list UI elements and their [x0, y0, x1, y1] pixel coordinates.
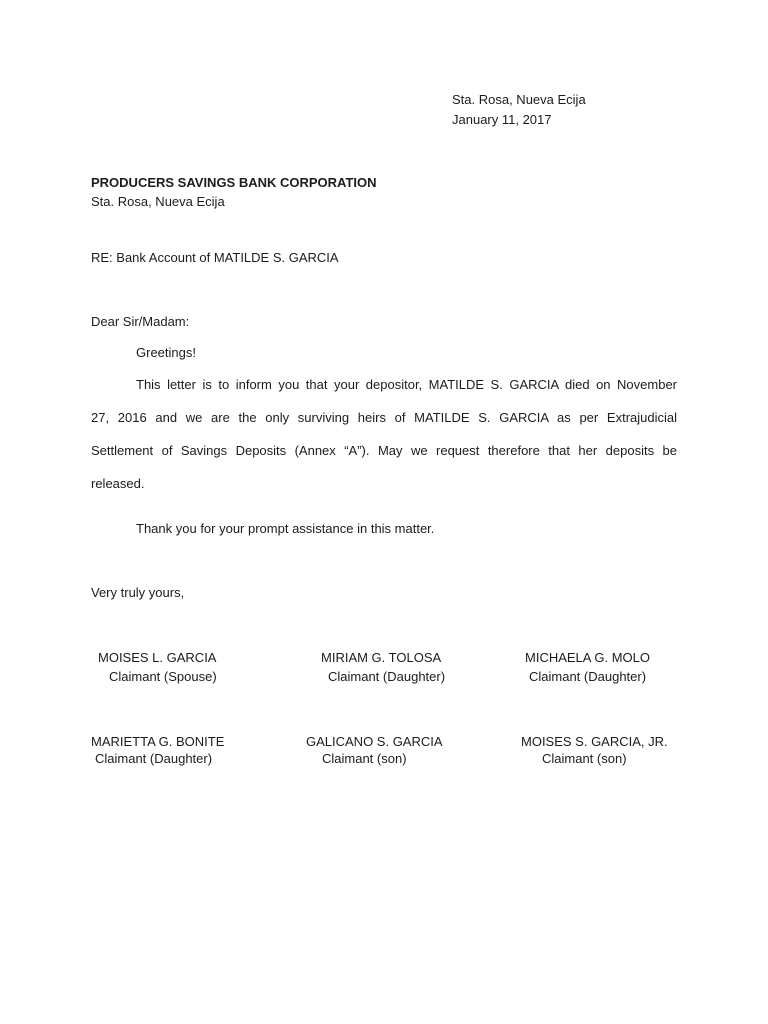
body-line: This letter is to inform you that your depositor, MATILDE S. GARCIA died on November	[136, 377, 677, 392]
recipient-city: Sta. Rosa, Nueva Ecija	[91, 194, 225, 209]
signatory-name: MIRIAM G. TOLOSA	[321, 650, 442, 665]
body-line: 27, 2016 and we are the only surviving heirs of MATILDE S. GARCIA as per Extrajudicial	[91, 410, 677, 425]
closing-paragraph: Thank you for your prompt assistance in this matter.	[136, 521, 435, 536]
signatory-role: Claimant (Spouse)	[109, 669, 217, 684]
signatory-name: MICHAELA G. MOLO	[525, 650, 650, 665]
signatory-role: Claimant (son)	[542, 751, 627, 766]
salutation: Dear Sir/Madam:	[91, 314, 190, 329]
signatory-role: Claimant (Daughter)	[328, 669, 446, 684]
signatory-name: MARIETTA G. BONITE	[91, 734, 225, 749]
signatory-name: GALICANO S. GARCIA	[306, 734, 443, 749]
body-line: released.	[91, 476, 145, 491]
signatory-name: MOISES L. GARCIA	[98, 650, 217, 665]
signatory-role: Claimant (Daughter)	[529, 669, 647, 684]
body-line: Settlement of Savings Deposits (Annex “A”). May we request therefore that her deposits be	[91, 443, 677, 458]
body-paragraph	[91, 368, 677, 500]
complimentary-close: Very truly yours,	[91, 585, 185, 600]
subject-line: RE: Bank Account of MATILDE S. GARCIA	[91, 250, 339, 265]
letter-date: January 11, 2017	[452, 112, 552, 127]
greeting: Greetings!	[136, 345, 196, 360]
signatory-name: MOISES S. GARCIA, JR.	[521, 734, 668, 749]
recipient-name: PRODUCERS SAVINGS BANK CORPORATION	[91, 175, 377, 190]
signatory-role: Claimant (Daughter)	[95, 751, 213, 766]
sender-city: Sta. Rosa, Nueva Ecija	[452, 92, 586, 107]
signatory-role: Claimant (son)	[322, 751, 407, 766]
